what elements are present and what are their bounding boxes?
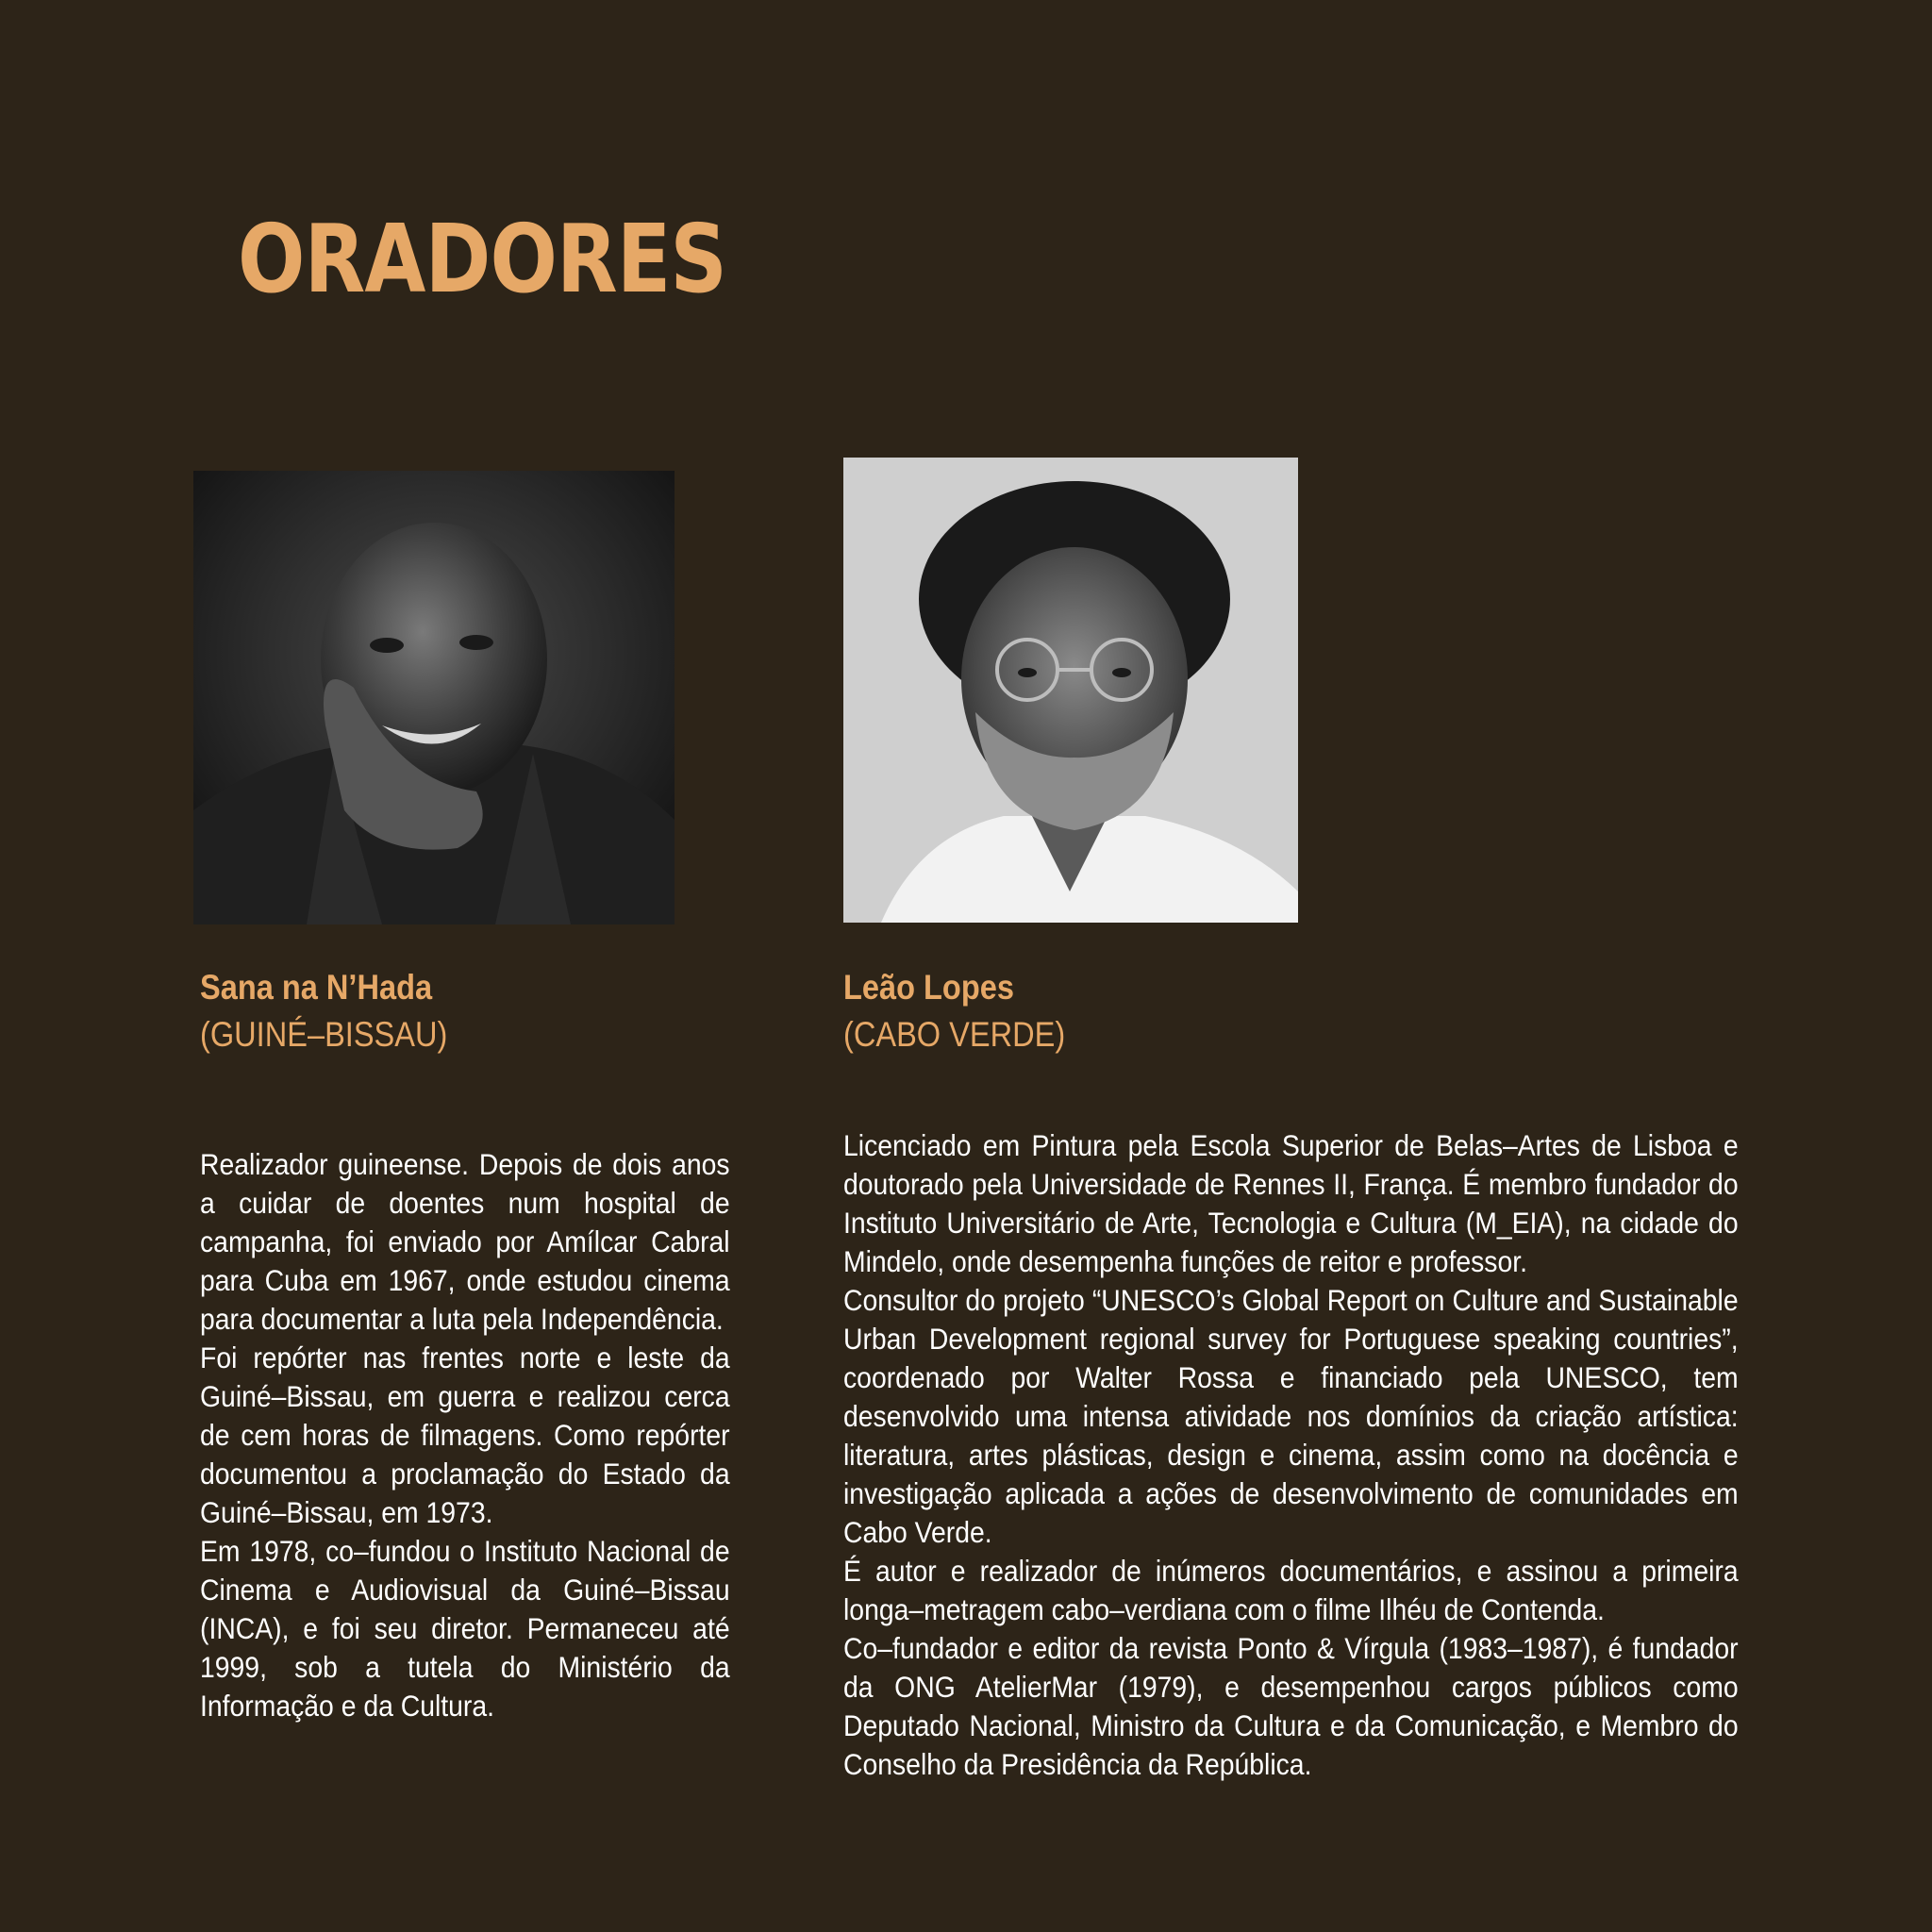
speaker-country: (CABO VERDE) xyxy=(843,1015,1066,1054)
bio-paragraph: Foi repórter nas frentes norte e leste da Guiné–Bissau, em guerra e realizou cerca de cem horas de filmagens. Como repórter documentou a proclamação do Estado da Guiné–Bissau, em 1973. xyxy=(200,1341,730,1529)
bio-paragraph: Realizador guineense. Depois de dois anos a cuidar de doentes num hospital de campanha, foi enviado por Amílcar Cabral para Cuba em 1967, onde estudou cinema para documentar a luta pela Independência. xyxy=(200,1147,730,1336)
portrait-image xyxy=(193,471,675,924)
bio-paragraph: Consultor do projeto “UNESCO’s Global Report on Culture and Sustainable Urban Development regional survey for Portuguese speaking countries”, coordenado por Walter Rossa e financiado pela UNESCO, tem desenvolvido uma intensa atividade nos domínios da criação artística: literatura, artes plásticas, design e cinema, assim como na docência e investigação aplicada a ações de desenvolvimento de comunidades em Cabo Verde. xyxy=(843,1283,1739,1549)
speaker-bio xyxy=(843,1126,1739,1784)
portrait-image xyxy=(843,458,1298,923)
speaker-name: Leão Lopes xyxy=(843,968,1014,1007)
speaker-country: (GUINÉ–BISSAU) xyxy=(200,1015,448,1054)
speaker-photo-leao-lopes xyxy=(843,458,1298,923)
bio-paragraph: Co–fundador e editor da revista Ponto & Vírgula (1983–1987), é fundador da ONG AtelierMar (1979), e desempenhou cargos públicos como Deputado Nacional, Ministro da Cultura e da Comunicação, e Membro do Conselho da Presidência da República. xyxy=(843,1631,1739,1781)
bio-paragraph: Licenciado em Pintura pela Escola Superior de Belas–Artes de Lisboa e doutorado pela Universidade de Rennes II, França. É membro fundador do Instituto Universitário de Arte, Tecnologia e Cultura (M_EIA), na cidade do Mindelo, onde desempenha funções de reitor e professor. xyxy=(843,1128,1739,1278)
speaker-name: Sana na N’Hada xyxy=(200,968,433,1007)
page-title: ORADORES xyxy=(238,204,727,314)
bio-paragraph: É autor e realizador de inúmeros documentários, e assinou a primeira longa–metragem cabo–verdiana com o filme Ilhéu de Contenda. xyxy=(843,1554,1739,1626)
speaker-photo-sana-na-nhada xyxy=(193,471,675,924)
bio-paragraph: Em 1978, co–fundou o Instituto Nacional de Cinema e Audiovisual da Guiné–Bissau (INCA), e foi seu diretor. Permaneceu até 1999, sob a tutela do Ministério da Informação e da Cultura. xyxy=(200,1534,730,1723)
speaker-bio xyxy=(200,1145,730,1725)
